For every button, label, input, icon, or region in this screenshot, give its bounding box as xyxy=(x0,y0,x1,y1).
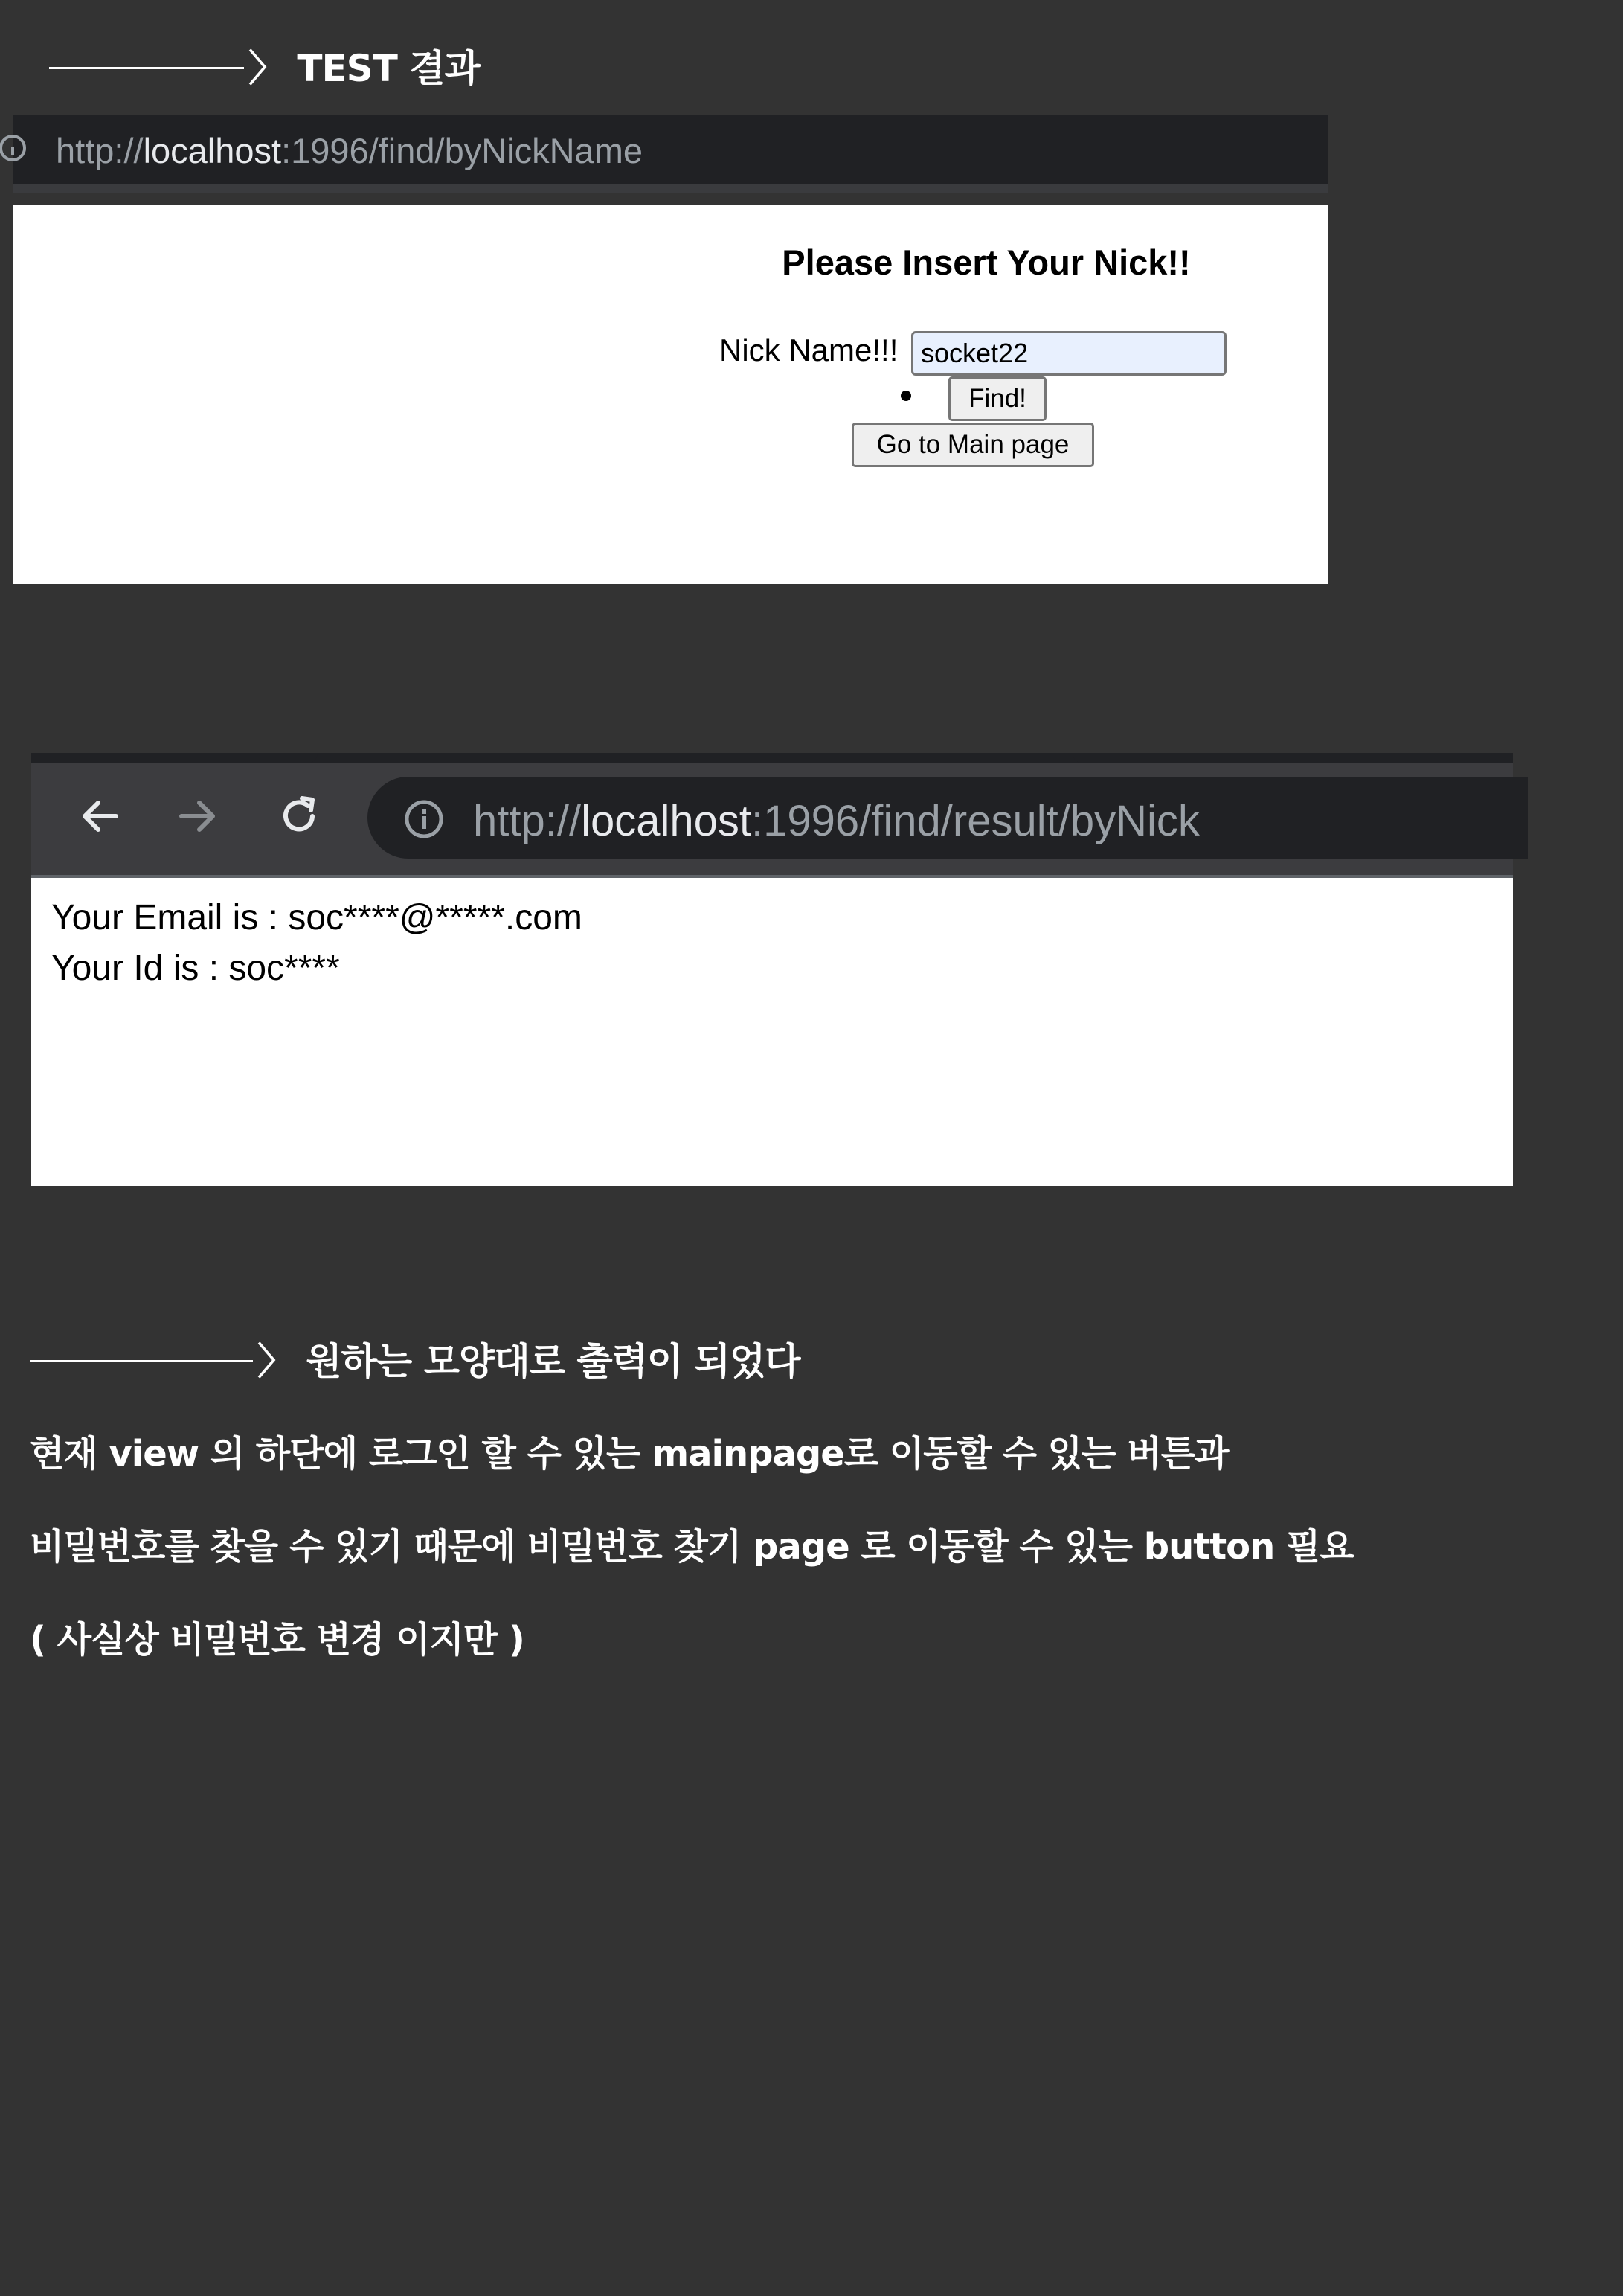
forward-arrow-icon[interactable] xyxy=(176,794,220,838)
id-result-text: Your Id is : soc**** xyxy=(51,949,340,988)
reload-icon[interactable] xyxy=(277,794,321,838)
note-line-3: 비밀번호를 찾을 수 있기 때문에 비밀번호 찾기 page 로 이동할 수 있는 button 필요 xyxy=(30,1526,1354,1568)
find-button[interactable]: Find! xyxy=(948,376,1047,421)
site-info-icon[interactable] xyxy=(403,798,445,840)
arrow-head: 〉 xyxy=(257,1340,294,1383)
test-result-heading xyxy=(49,39,480,92)
note-line-4: ( 사실상 비밀번호 변경 이지만 ) xyxy=(30,1619,524,1661)
page-title: Please Insert Your Nick!! xyxy=(782,243,1191,282)
result-page xyxy=(31,878,1513,1186)
note-text-1: 원하는 모양대로 출력이 되었다 xyxy=(306,1340,800,1383)
browser-toolbar xyxy=(31,753,1513,878)
arrow-head: 〉 xyxy=(248,47,285,90)
list-bullet xyxy=(901,391,911,401)
note-line-1 xyxy=(30,1332,800,1385)
site-info-icon[interactable] xyxy=(0,135,26,161)
tab-shape xyxy=(31,753,318,763)
arrow-line xyxy=(49,67,244,69)
address-bar-result-by-nick[interactable] xyxy=(367,777,1528,859)
address-bar-find-by-nickname[interactable] xyxy=(13,115,1328,193)
url-text[interactable]: http://localhost:1996/find/byNickName xyxy=(56,131,643,170)
find-by-nickname-page xyxy=(13,205,1328,584)
go-to-main-page-button[interactable]: Go to Main page xyxy=(852,423,1094,467)
email-result-text: Your Email is : soc****@*****.com xyxy=(51,898,582,937)
tab-shape xyxy=(1073,753,1513,763)
test-result-label: TEST 결과 xyxy=(297,47,480,90)
arrow-line xyxy=(30,1360,253,1362)
note-line-2: 현재 view 의 하단에 로그인 할 수 있는 mainpage로 이동할 수 있는 버튼과 xyxy=(30,1433,1229,1475)
url-text[interactable]: http://localhost:1996/find/result/byNick xyxy=(473,797,1200,845)
back-arrow-icon[interactable] xyxy=(77,794,122,838)
nick-name-label: Nick Name!!! xyxy=(719,333,899,368)
nick-name-input[interactable] xyxy=(911,331,1227,376)
